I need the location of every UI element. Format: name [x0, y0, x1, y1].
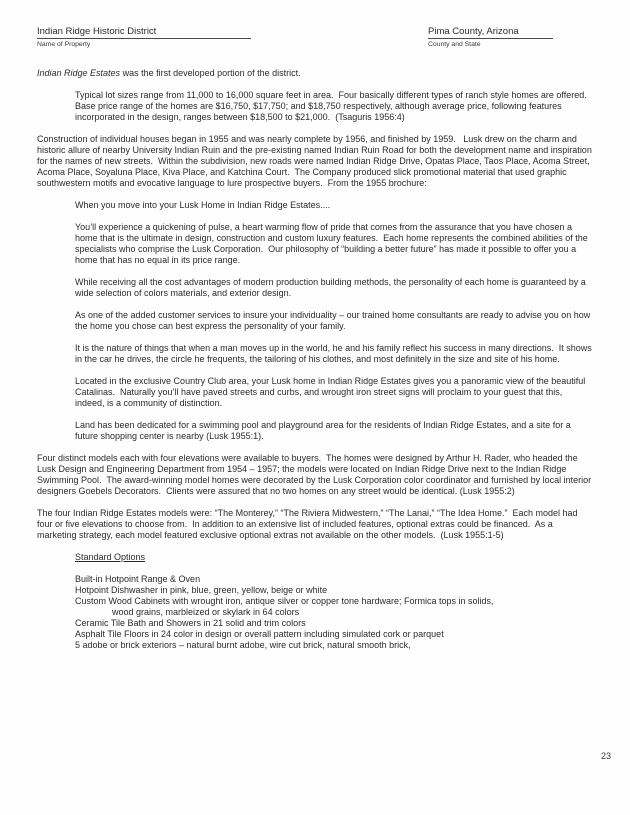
quote-quickening-of-pulse: You’ll experience a quickening of pulse, a heart warming flow of pride that comes from the assurance that you have chosen a home that is the ultimate in design, construction and custom luxury features. Each home represents the combined abilities of the specialists who comprise the Lusk Corporation. Our philosophy of “building a better future” has made it possible to offer you a home that has no equal in its price range. [75, 222, 591, 265]
property-name: Indian Ridge Historic District [37, 26, 251, 39]
para-construction: Construction of individual houses began in 1955 and was nearly complete by 1956, and finished by 1959. Lusk drew on the charm and historic allure of nearby University Indian Ruin and the pre-existing named Indian Ruin Road for both the development name and inspiration for the names of new streets. Within the subdivision, new roads were named Indian Ridge Drive, Opatas Place, Taos Place, Acoma Street, Acoma Place, Soyaluna Place, Kiva Place, and Katchina Court. The Company produced slick promotional material that used graphic southwestern motifs and evocative language to lure prospective buyers. From the 1955 brochure: [37, 134, 595, 188]
quote-nature-of-things: It is the nature of things that when a man moves up in the world, he and his family reflect his success in many directions. It shows in the car he drives, the circle he frequents, the tailoring of his clothes, and most definitely in the size and site of his home. [75, 343, 595, 364]
option-item-exteriors: 5 adobe or brick exteriors – natural burnt adobe, wire cut brick, natural smooth brick, [75, 640, 411, 650]
property-name-block [37, 26, 251, 49]
standard-options-section [37, 552, 593, 651]
option-item-dishwasher: Hotpoint Dishwasher in pink, blue, green, yellow, beige or white [75, 585, 328, 595]
property-name-label: Name of Property [37, 41, 91, 48]
county-state-label: County and State [428, 41, 481, 48]
option-item-cabinets: Custom Wood Cabinets with wrought iron, antique silver or copper tone hardware; Formica tops in solids, [75, 596, 494, 606]
intro-paragraph [37, 68, 593, 79]
quote-land-dedicated: Land has been dedicated for a swimming pool and playground area for the residents of Indian Ridge Estates, and a site for a future shopping center is nearby (Lusk 1955:1). [75, 420, 574, 441]
para-lot-sizes: Typical lot sizes range from 11,000 to 16,000 square feet in area. Four basically different types of ranch style homes are offered. Base price range of the homes are $16,750, $17,750; and $18,750 respectively, although average price, following features incorporated in the design, ranges between $18,500 to $21,000. (Tsaguris 1956:4) [75, 90, 592, 122]
para-four-models: Four distinct models each with four elevations were available to buyers. The homes were designed by Arthur H. Rader, who headed the Lusk Design and Engineering Department from 1954 – 1957; the models were located on Indian Ridge Drive next to the Indian Ridge Swimming Pool. The award-winning model homes were decorated by the Lusk Corporation color coordinator and furnished by local interior designers Goebels Decorators. Clients were assured that no two homes on any street would be identical. (Lusk 1955:2) [37, 453, 594, 496]
intro-subdivision-name: Indian Ridge Estates [37, 68, 121, 78]
form-header [37, 26, 593, 49]
option-item-range-oven: Built-in Hotpoint Range & Oven [75, 574, 201, 584]
para-model-names: The four Indian Ridge Estates models were: “The Monterey,” “The Riviera Midwestern,” “The Lanai,” “The Idea Home.” Each model had four or five elevations to choose from. In addition to an extensive list of included features, optional extras could be financed. As a marketing strategy, each model featured exclusive optional extras not available on the other models. (Lusk 1955:1-5) [37, 508, 581, 540]
quote-cost-advantages: While receiving all the cost advantages of modern production building methods, the personality of each home is guaranteed by a wide selection of colors materials, and exterior design. [75, 277, 589, 298]
option-item-asphalt-tile: Asphalt Tile Floors in 24 color in design or overall pattern including simulated cork or parquet [75, 629, 444, 639]
county-state-block [428, 26, 553, 49]
option-item-ceramic-tile: Ceramic Tile Bath and Showers in 21 solid and trim colors [75, 618, 306, 628]
county-state: Pima County, Arizona [428, 26, 553, 39]
intro-rest: was the first developed portion of the district. [120, 68, 301, 78]
document-body [37, 68, 593, 651]
quote-country-club: Located in the exclusive Country Club area, your Lusk home in Indian Ridge Estates gives you a panoramic view of the beautiful Catalinas. Naturally you’ll have paved streets and curbs, and wrought iron street signs will proclaim to your guest that this, indeed, is a community of distinction. [75, 376, 588, 408]
quote-customer-services: As one of the added customer services to insure your individuality – our trained home consultants are ready to advise you on how the home you chose can best express the personality of your family. [75, 310, 593, 331]
option-item-cabinets-continued: wood grains, marbleized or skylark in 64 colors [112, 607, 300, 617]
page-number: 23 [600, 751, 611, 761]
standard-options-heading: Standard Options [75, 552, 146, 562]
quote-move-in-line: When you move into your Lusk Home in Indian Ridge Estates.... [75, 200, 331, 210]
